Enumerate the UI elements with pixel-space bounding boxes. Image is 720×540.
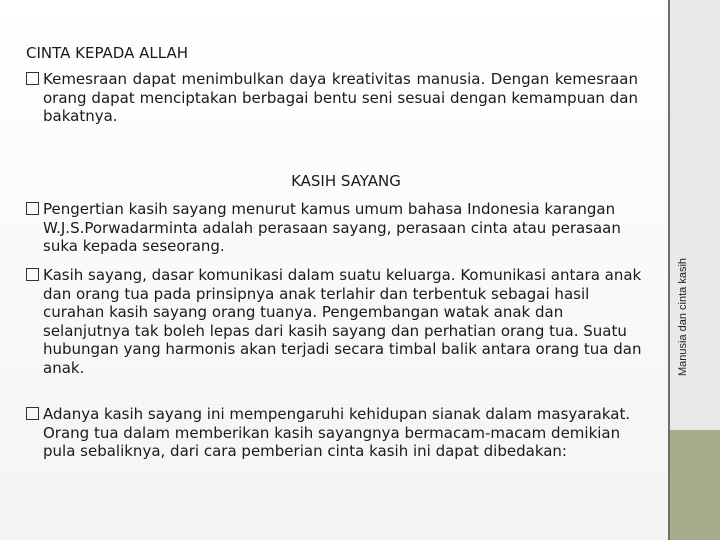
square-bullet-icon: [26, 72, 39, 85]
accent-block: [670, 430, 720, 540]
bullet-pengertian: [26, 200, 636, 256]
bullet-kemesraan: [26, 70, 638, 126]
bullet-text: Pengertian kasih sayang menurut kamus umum bahasa Indonesia karangan W.J.S.Porwadarminta adalah perasaan sayang, perasaan cinta atau perasaan suka kepada seseorang.: [43, 200, 621, 256]
square-bullet-icon: [26, 268, 39, 281]
bullet-text: Kasih sayang, dasar komunikasi dalam suatu keluarga. Komunikasi antara anak dan orang tua pada prinsipnya anak terlahir dan terbentuk sebagai hasil curahan kasih sayang orang tuanya. Pengembangan watak anak dan selanjutnya tak boleh lepas dari kasih sayang dan perhatian orang tua. Suatu hubungan yang harmonis akan terjadi secara timbal balik antara orang tua dan anak.: [43, 266, 642, 377]
bullet-komunikasi: [26, 266, 646, 378]
section-heading-cinta-kepada-allah: CINTA KEPADA ALLAH: [26, 44, 188, 62]
bullet-text: Adanya kasih sayang ini mempengaruhi kehidupan sianak dalam masyarakat. Orang tua dalam memberikan kasih sayangnya bermacam-macam demikian pula sebaliknya, dari cara pemberian cinta kasih ini dapat dibedakan:: [43, 405, 631, 461]
square-bullet-icon: [26, 407, 39, 420]
section-heading-kasih-sayang: KASIH SAYANG: [291, 172, 401, 190]
bullet-pengaruh: [26, 405, 636, 461]
bullet-text: Kemesraan dapat menimbulkan daya kreativitas manusia. Dengan kemesraan orang dapat menciptakan berbagai bentu seni sesuai dengan kemampuan dan bakatnya.: [43, 70, 638, 126]
sidebar-title: Manusia dan cinta kasih: [677, 257, 689, 376]
square-bullet-icon: [26, 202, 39, 215]
